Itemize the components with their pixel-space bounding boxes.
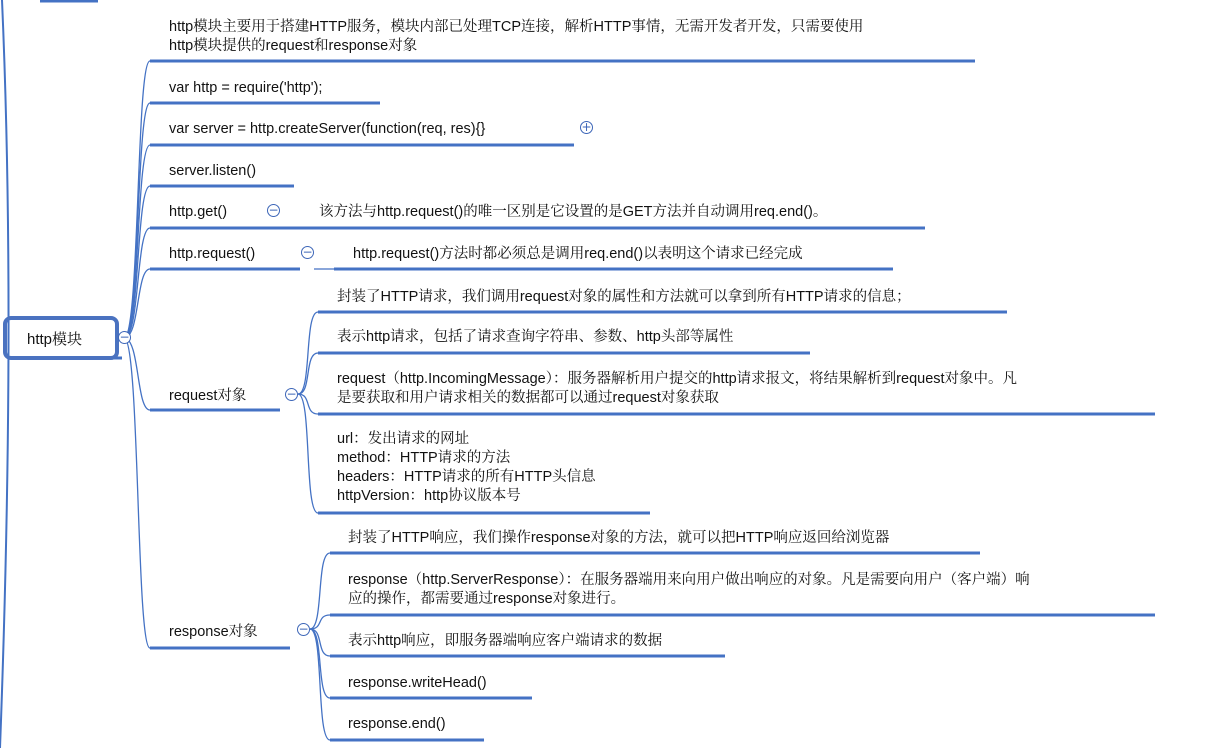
topic-text: method：HTTP请求的方法 <box>337 450 511 466</box>
topic-text: server.listen() <box>169 163 257 179</box>
topic-text: http.get() <box>169 204 228 220</box>
topic-text: 应的操作，都需要通过response对象进行。 <box>348 591 626 607</box>
topic-text: 该方法与http.request()的唯一区别是它设置的是GET方法并自动调用req.end()。 <box>319 204 828 220</box>
topic-listen[interactable] <box>169 162 256 181</box>
left-edge-curve <box>0 0 9 748</box>
expand-plus-icon[interactable]: + <box>581 120 592 134</box>
connector-res-3 <box>310 629 330 656</box>
topic-text: 表示http请求，包括了请求查询字符串、参数、http头部等属性 <box>337 329 734 345</box>
topic-text: 封装了HTTP响应，我们操作response对象的方法，就可以把HTTP响应返回给浏览器 <box>348 530 890 546</box>
topic-request-method[interactable] <box>169 245 255 264</box>
topic-text: http.request()方法时都必须总是调用req.end()以表明这个请求已经完成 <box>353 246 803 262</box>
topic-text: http模块主要用于搭建HTTP服务，模块内部已处理TCP连接，解析HTTP事情，无需开发者开发，只需要使用 <box>169 19 864 35</box>
topic-get-note[interactable] <box>319 203 827 222</box>
topic-text: 是要获取和用户请求相关的数据都可以通过request对象获取 <box>337 390 719 406</box>
topic-text: var server = http.createServer(function(req, res){} <box>169 121 486 137</box>
topic-text: response（http.ServerResponse）：在服务器端用来向用户做出响应的对象。凡是需要向用户（客户端）响 <box>348 572 1030 588</box>
topic-req-4[interactable] <box>337 430 596 506</box>
collapse-minus-icon[interactable]: − <box>268 203 279 217</box>
topic-request-object[interactable] <box>169 387 246 406</box>
topic-text: http.request() <box>169 246 256 262</box>
topic-text: http模块提供的request和response对象 <box>169 38 418 54</box>
connector-response-object <box>124 338 150 648</box>
topic-text: var http = require('http'); <box>169 80 323 96</box>
topic-intro[interactable] <box>169 18 863 56</box>
topic-res-4[interactable] <box>348 674 487 693</box>
collapse-minus-icon[interactable]: − <box>298 622 309 636</box>
topic-text: 封装了HTTP请求，我们调用request对象的属性和方法就可以拿到所有HTTP请求的信息； <box>337 289 911 305</box>
collapse-minus-icon[interactable]: − <box>302 245 313 259</box>
topic-text: 表示http响应，即服务器端响应客户端请求的数据 <box>348 633 663 649</box>
topic-req-2[interactable] <box>337 328 733 347</box>
connector-intro <box>124 61 150 338</box>
connector-res-5 <box>310 629 330 740</box>
topic-req-3[interactable] <box>337 370 1017 408</box>
topic-text: response.end() <box>348 716 446 732</box>
connector-res-1 <box>310 553 330 629</box>
topic-text: response.writeHead() <box>348 675 487 691</box>
topic-text: url：发出请求的网址 <box>337 431 470 447</box>
root-node-label: http模块 <box>27 331 83 348</box>
topic-res-2[interactable] <box>348 571 1030 609</box>
topic-text: httpVersion：http协议版本号 <box>337 488 521 504</box>
topic-text: headers：HTTP请求的所有HTTP头信息 <box>337 469 596 485</box>
collapse-minus-icon[interactable]: − <box>286 387 297 401</box>
root-collapse-icon[interactable]: − <box>119 330 130 344</box>
topic-text: request对象 <box>169 388 247 404</box>
topic-req-1[interactable] <box>337 288 911 307</box>
topic-get[interactable] <box>169 203 227 222</box>
topic-res-1[interactable] <box>348 529 889 548</box>
topic-create-server[interactable] <box>169 120 485 139</box>
topic-text: response对象 <box>169 624 258 640</box>
topic-text: request（http.IncomingMessage）：服务器解析用户提交的http请求报文，将结果解析到request对象中。凡 <box>337 371 1018 387</box>
topic-res-5[interactable] <box>348 715 446 734</box>
connector-req-4 <box>298 394 318 513</box>
connector-req-1 <box>298 312 318 394</box>
topic-response-object[interactable] <box>169 623 258 642</box>
topic-request-note[interactable] <box>353 245 803 264</box>
connector-request-object <box>124 338 150 410</box>
topic-require[interactable] <box>169 79 322 98</box>
topic-res-3[interactable] <box>348 632 662 651</box>
